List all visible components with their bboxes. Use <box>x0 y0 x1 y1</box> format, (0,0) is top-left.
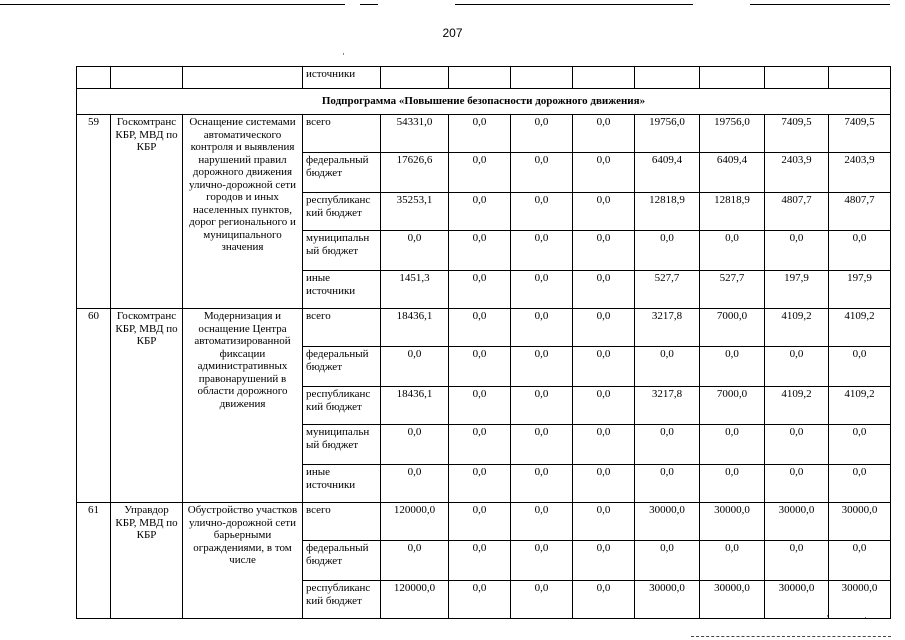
value-cell: 0,0 <box>829 347 891 387</box>
value-cell: 7409,5 <box>829 115 891 153</box>
value-cell: 0,0 <box>573 503 635 541</box>
value-cell: 2403,9 <box>829 153 891 193</box>
value-cell: 7000,0 <box>700 387 765 425</box>
value-cell: 0,0 <box>635 425 700 465</box>
value-cell: 0,0 <box>511 347 573 387</box>
scan-speck: · <box>864 613 867 623</box>
row-number: 59 <box>77 115 111 309</box>
executor-cell: Управдор КБР, МВД по КБР <box>111 503 183 619</box>
financing-table <box>76 66 891 619</box>
value-cell: 0,0 <box>573 387 635 425</box>
empty-cell <box>111 67 183 89</box>
value-cell: 0,0 <box>449 387 511 425</box>
table-row <box>77 115 891 153</box>
source-cell: республиканс кий бюджет <box>303 193 381 231</box>
value-cell: 0,0 <box>700 347 765 387</box>
value-cell: 7409,5 <box>765 115 829 153</box>
value-cell <box>381 67 449 89</box>
value-cell: 0,0 <box>573 347 635 387</box>
value-cell: 0,0 <box>511 193 573 231</box>
scan-line <box>750 4 890 5</box>
source-cell: источники <box>303 67 381 89</box>
source-cell: всего <box>303 115 381 153</box>
value-cell: 18436,1 <box>381 387 449 425</box>
value-cell: 30000,0 <box>829 581 891 619</box>
value-cell: 19756,0 <box>635 115 700 153</box>
subprogram-title: Подпрограмма «Повышение безопасности дорожного движения» <box>77 89 891 115</box>
value-cell: 0,0 <box>449 193 511 231</box>
value-cell: 7000,0 <box>700 309 765 347</box>
value-cell: 0,0 <box>449 309 511 347</box>
scan-line <box>360 4 378 5</box>
measure-name-cell: Оснащение системами автоматического контроля и выявления нарушений правил дорожного движения улично-дорожной сети городов и иных населенных пунктов, дорог регионального и муниципального значения <box>183 115 303 309</box>
value-cell: 0,0 <box>829 425 891 465</box>
value-cell <box>573 67 635 89</box>
value-cell: 6409,4 <box>700 153 765 193</box>
value-cell: 0,0 <box>449 115 511 153</box>
value-cell: 0,0 <box>573 193 635 231</box>
value-cell: 0,0 <box>635 347 700 387</box>
value-cell: 527,7 <box>635 271 700 309</box>
measure-name-cell: Модернизация и оснащение Центра автоматизированной фиксации административных правонарушений в области дорожного движения <box>183 309 303 503</box>
value-cell: 0,0 <box>573 115 635 153</box>
value-cell: 18436,1 <box>381 309 449 347</box>
value-cell: 0,0 <box>573 425 635 465</box>
value-cell: 197,9 <box>765 271 829 309</box>
value-cell: 0,0 <box>511 581 573 619</box>
table-row <box>77 309 891 347</box>
scan-line <box>0 4 345 5</box>
value-cell: 0,0 <box>449 541 511 581</box>
value-cell: 0,0 <box>700 425 765 465</box>
value-cell: 4109,2 <box>765 387 829 425</box>
value-cell <box>449 67 511 89</box>
value-cell: 19756,0 <box>700 115 765 153</box>
value-cell: 4807,7 <box>829 193 891 231</box>
value-cell: 0,0 <box>381 347 449 387</box>
value-cell <box>511 67 573 89</box>
value-cell: 0,0 <box>573 271 635 309</box>
value-cell: 0,0 <box>765 347 829 387</box>
value-cell: 0,0 <box>511 465 573 503</box>
value-cell: 3217,8 <box>635 309 700 347</box>
value-cell: 0,0 <box>449 503 511 541</box>
table-row <box>77 503 891 541</box>
value-cell <box>635 67 700 89</box>
value-cell: 30000,0 <box>829 503 891 541</box>
section-row <box>77 89 891 115</box>
value-cell: 0,0 <box>573 231 635 271</box>
source-cell: всего <box>303 309 381 347</box>
value-cell: 35253,1 <box>381 193 449 231</box>
value-cell: 0,0 <box>381 465 449 503</box>
value-cell: 0,0 <box>511 541 573 581</box>
source-cell: муниципальн ый бюджет <box>303 231 381 271</box>
value-cell: 0,0 <box>511 309 573 347</box>
value-cell: 12818,9 <box>635 193 700 231</box>
value-cell: 0,0 <box>635 231 700 271</box>
value-cell: 2403,9 <box>765 153 829 193</box>
value-cell: 0,0 <box>511 503 573 541</box>
value-cell: 30000,0 <box>700 503 765 541</box>
measure-name-cell: Обустройство участков улично-дорожной сети барьерными ограждениями, в том числе <box>183 503 303 619</box>
value-cell: 0,0 <box>635 541 700 581</box>
empty-cell <box>77 67 111 89</box>
value-cell: 0,0 <box>829 541 891 581</box>
value-cell: 527,7 <box>700 271 765 309</box>
value-cell: 120000,0 <box>381 581 449 619</box>
value-cell: 30000,0 <box>635 581 700 619</box>
value-cell: 0,0 <box>765 465 829 503</box>
value-cell: 0,0 <box>449 347 511 387</box>
value-cell: 0,0 <box>381 425 449 465</box>
executor-cell: Госкомтранс КБР, МВД по КБР <box>111 115 183 309</box>
scan-speck: · <box>342 49 345 59</box>
value-cell: 0,0 <box>511 387 573 425</box>
value-cell: 0,0 <box>573 153 635 193</box>
value-cell: 17626,6 <box>381 153 449 193</box>
value-cell <box>829 67 891 89</box>
value-cell: 0,0 <box>449 153 511 193</box>
value-cell: 4807,7 <box>765 193 829 231</box>
value-cell: 0,0 <box>573 309 635 347</box>
table-row <box>77 67 891 89</box>
source-cell: муниципальн ый бюджет <box>303 425 381 465</box>
value-cell: 12818,9 <box>700 193 765 231</box>
source-cell: иные источники <box>303 465 381 503</box>
value-cell: 0,0 <box>829 465 891 503</box>
value-cell: 0,0 <box>829 231 891 271</box>
value-cell: 0,0 <box>511 425 573 465</box>
value-cell: 0,0 <box>700 541 765 581</box>
value-cell: 0,0 <box>765 231 829 271</box>
source-cell: федеральный бюджет <box>303 153 381 193</box>
source-cell: республиканс кий бюджет <box>303 581 381 619</box>
value-cell: 0,0 <box>635 465 700 503</box>
value-cell: 197,9 <box>829 271 891 309</box>
value-cell: 0,0 <box>449 465 511 503</box>
value-cell: 0,0 <box>700 465 765 503</box>
scan-line <box>455 4 693 5</box>
source-cell: иные источники <box>303 271 381 309</box>
value-cell: 54331,0 <box>381 115 449 153</box>
value-cell: 0,0 <box>573 541 635 581</box>
scan-speck: · <box>826 611 829 621</box>
value-cell: 0,0 <box>765 425 829 465</box>
value-cell: 30000,0 <box>700 581 765 619</box>
value-cell: 0,0 <box>449 581 511 619</box>
value-cell: 120000,0 <box>381 503 449 541</box>
value-cell: 0,0 <box>511 153 573 193</box>
value-cell: 0,0 <box>573 465 635 503</box>
value-cell: 30000,0 <box>765 581 829 619</box>
scan-edge <box>691 636 891 640</box>
value-cell: 3217,8 <box>635 387 700 425</box>
value-cell: 0,0 <box>381 231 449 271</box>
empty-cell <box>183 67 303 89</box>
value-cell: 4109,2 <box>829 387 891 425</box>
value-cell: 0,0 <box>449 271 511 309</box>
value-cell: 0,0 <box>511 231 573 271</box>
value-cell <box>700 67 765 89</box>
value-cell: 0,0 <box>765 541 829 581</box>
value-cell: 0,0 <box>511 271 573 309</box>
page-number: 207 <box>442 26 463 40</box>
source-cell: федеральный бюджет <box>303 541 381 581</box>
value-cell: 6409,4 <box>635 153 700 193</box>
value-cell: 30000,0 <box>765 503 829 541</box>
value-cell: 0,0 <box>700 231 765 271</box>
value-cell: 0,0 <box>381 541 449 581</box>
source-cell: федеральный бюджет <box>303 347 381 387</box>
value-cell: 1451,3 <box>381 271 449 309</box>
value-cell: 0,0 <box>449 231 511 271</box>
value-cell: 0,0 <box>573 581 635 619</box>
value-cell: 0,0 <box>449 425 511 465</box>
row-number: 61 <box>77 503 111 619</box>
value-cell: 4109,2 <box>829 309 891 347</box>
row-number: 60 <box>77 309 111 503</box>
value-cell: 0,0 <box>511 115 573 153</box>
value-cell: 4109,2 <box>765 309 829 347</box>
value-cell: 30000,0 <box>635 503 700 541</box>
source-cell: республиканс кий бюджет <box>303 387 381 425</box>
source-cell: всего <box>303 503 381 541</box>
executor-cell: Госкомтранс КБР, МВД по КБР <box>111 309 183 503</box>
value-cell <box>765 67 829 89</box>
